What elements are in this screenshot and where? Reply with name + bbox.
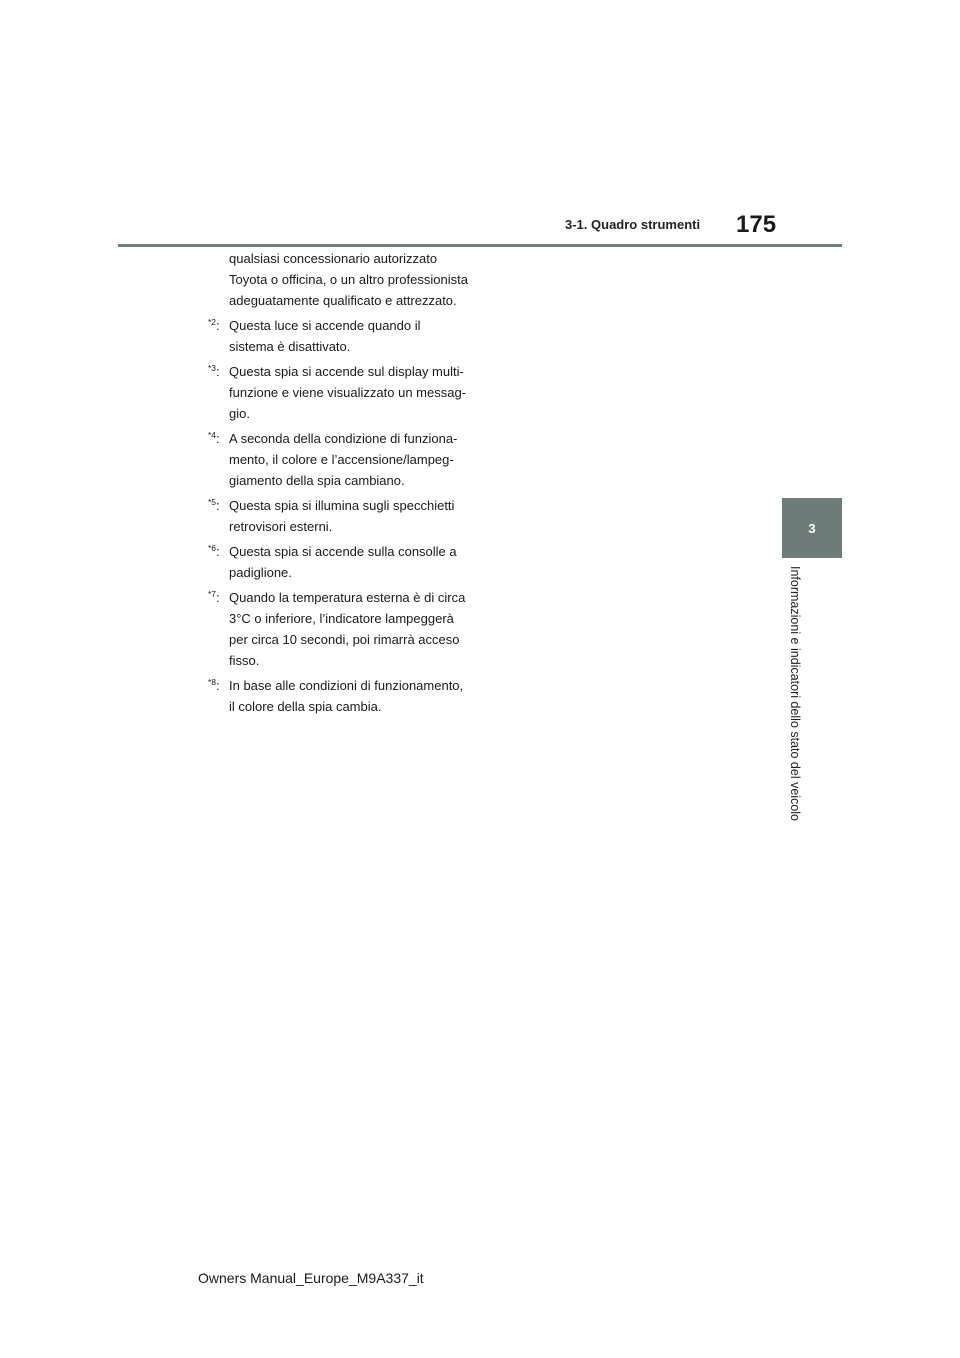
chapter-side-title: Informazioni e indicatori dello stato del veicolo [788,566,802,821]
footnote-text: Quando la temperatura esterna è di circa 3°C o inferiore, l’indicatore lampeggerà per circa 10 secondi, poi rimarrà acceso fisso. [229,590,466,668]
footnote-number: *2 [208,317,217,327]
footnote-item [208,587,468,671]
footnote-item [208,361,468,424]
footnote-text: In base alle condizioni di funzionamento, il colore della spia cambia. [229,678,464,714]
footnote-marker [208,428,220,449]
footnote-number: *6 [208,543,217,553]
footnote-colon: : [216,590,220,605]
footnote-item [208,315,468,357]
footnote-marker [208,587,220,608]
footnote-colon: : [216,431,220,446]
footnote-number: *3 [208,363,217,373]
continuation-paragraph: qualsiasi concessionario autorizzato Toyota o officina, o un altro professionista adeguatamente qualificato e attrezzato. [229,251,468,308]
footnote-marker [208,361,220,382]
chapter-number: 3 [808,520,816,536]
header-divider [118,244,842,247]
footnote-text: A seconda della condizione di funziona-mento, il colore e l’accensione/lampeg-giamento della spia cambiano. [229,431,458,488]
footnote-marker [208,675,220,696]
footnote-number: *8 [208,677,217,687]
footnote-text: Questa luce si accende quando il sistema è disattivato. [229,318,421,354]
footnote-item [208,428,468,491]
footer-manual-id: Owners Manual_Europe_M9A337_it [198,1270,424,1286]
footnote-list [208,315,468,717]
footnote-colon: : [216,364,220,379]
footnote-number: *7 [208,589,217,599]
footnote-colon: : [216,678,220,693]
footnote-item [208,495,468,537]
footnote-colon: : [216,498,220,513]
footnote-marker [208,495,220,516]
footnote-marker [208,541,220,562]
chapter-tab [782,498,842,558]
footnote-text: Questa spia si accende sulla consolle a padiglione. [229,544,457,580]
footnote-number: *5 [208,497,217,507]
header-section-title: 3-1. Quadro strumenti [565,217,701,232]
footnote-colon: : [216,544,220,559]
main-content [208,248,468,721]
footnote-marker [208,315,220,336]
footnote-colon: : [216,318,220,333]
footnote-text: Questa spia si accende sul display multi-funzione e viene visualizzato un messag-gio. [229,364,467,421]
page-number: 175 [736,211,777,238]
footnote-text: Questa spia si illumina sugli specchietti retrovisori esterni. [229,498,455,534]
footnote-item [208,675,468,717]
footnote-item [208,541,468,583]
footnote-number: *4 [208,430,217,440]
